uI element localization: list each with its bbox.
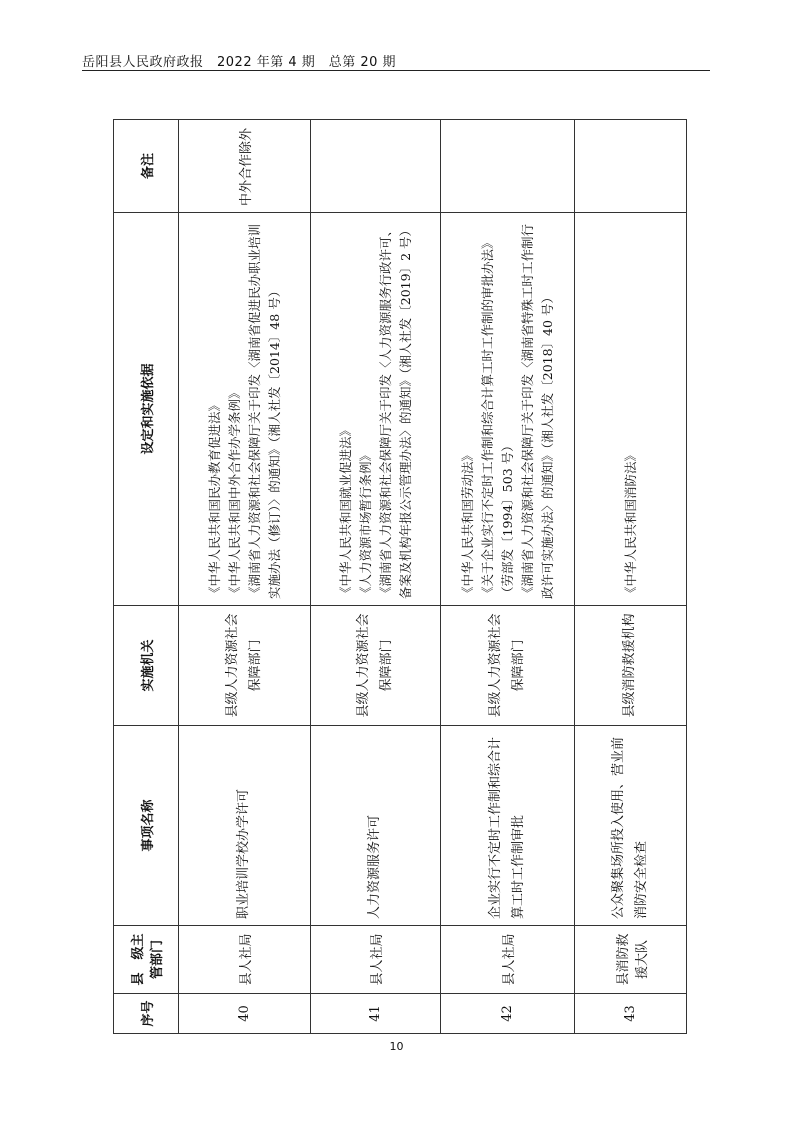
page-header: 岳阳县人民政府政报 2022 年第 4 期 总第 20 期 [82,55,397,70]
basis-line: 《中华人民共和国民办教育促进法》 [206,398,222,599]
row-note [441,120,575,213]
row-dept: 县人社局 [441,926,575,994]
row-agency: 县级人力资源社会保障部门 [441,606,575,726]
basis-line: 《中华人民共和国消防法》 [622,448,638,599]
row-item-name: 人力资源服务许可 [311,726,441,926]
header-rule [82,70,710,71]
row-seq: 42 [441,994,575,1034]
row-item-name: 企业实行不定时工作制和综合计算工时工作制审批 [441,726,575,926]
header-seq: 序号 [114,994,179,1034]
table-row [575,120,687,1034]
row-note [575,120,687,213]
row-note [311,120,441,213]
row-basis [179,213,311,606]
row-agency: 县级消防救援机构 [575,606,687,726]
row-dept: 县消防救援大队 [575,926,687,994]
row-seq: 40 [179,994,311,1034]
table-container [113,120,686,1034]
row-basis [441,213,575,606]
permit-items-table [113,119,687,1034]
basis-line: 《湖南省人力资源和社会保障厅关于印发〈湖南省促进民办职业培训实施办法（修订）〉的通知》（湘人社发〔2014〕48 号） [246,223,282,599]
row-note: 中外合作除外 [179,120,311,213]
row-seq: 43 [575,994,687,1034]
header-agency: 实施机关 [114,606,179,726]
basis-line: 《湖南省人力资源和社会保障厅关于印发〈湖南省特殊工时工作制行政许可实施办法〉的通知》（湘人社发〔2018〕40 号） [519,223,555,599]
basis-line: 《中华人民共和国就业促进法》 [337,423,353,599]
row-dept: 县人社局 [311,926,441,994]
table-row [311,120,441,1034]
row-item-name: 公众聚集场所投入使用、营业前消防安全检查 [575,726,687,926]
table-row [441,120,575,1034]
basis-line: 《人力资源市场暂行条例》 [357,448,373,599]
header-note: 备注 [114,120,179,213]
row-dept: 县人社局 [179,926,311,994]
page-number: 10 [389,1040,404,1053]
header-dept: 县 级主管部门 [114,926,179,994]
row-basis [311,213,441,606]
basis-line: 《湖南省人力资源和社会保障厅关于印发〈人力资源服务行政许可、备案及机构年报公示管理办法〉的通知》（湘人社发〔2019〕2 号） [377,223,413,599]
basis-line: 《中华人民共和国中外合作办学条例》 [226,386,242,599]
basis-line: 《中华人民共和国劳动法》 [459,448,475,599]
table-row [179,120,311,1034]
row-agency: 县级人力资源社会保障部门 [179,606,311,726]
basis-line: 《关于企业实行不定时工作制和综合计算工时工作制的审批办法》（劳部发〔1994〕503 号） [479,236,515,599]
table-header-row [114,120,179,1034]
rotated-table-frame [113,120,686,1034]
row-item-name: 职业培训学校办学许可 [179,726,311,926]
header-name: 事项名称 [114,726,179,926]
row-agency: 县级人力资源社会保障部门 [311,606,441,726]
row-seq: 41 [311,994,441,1034]
row-basis [575,213,687,606]
header-basis: 设定和实施依据 [114,213,179,606]
